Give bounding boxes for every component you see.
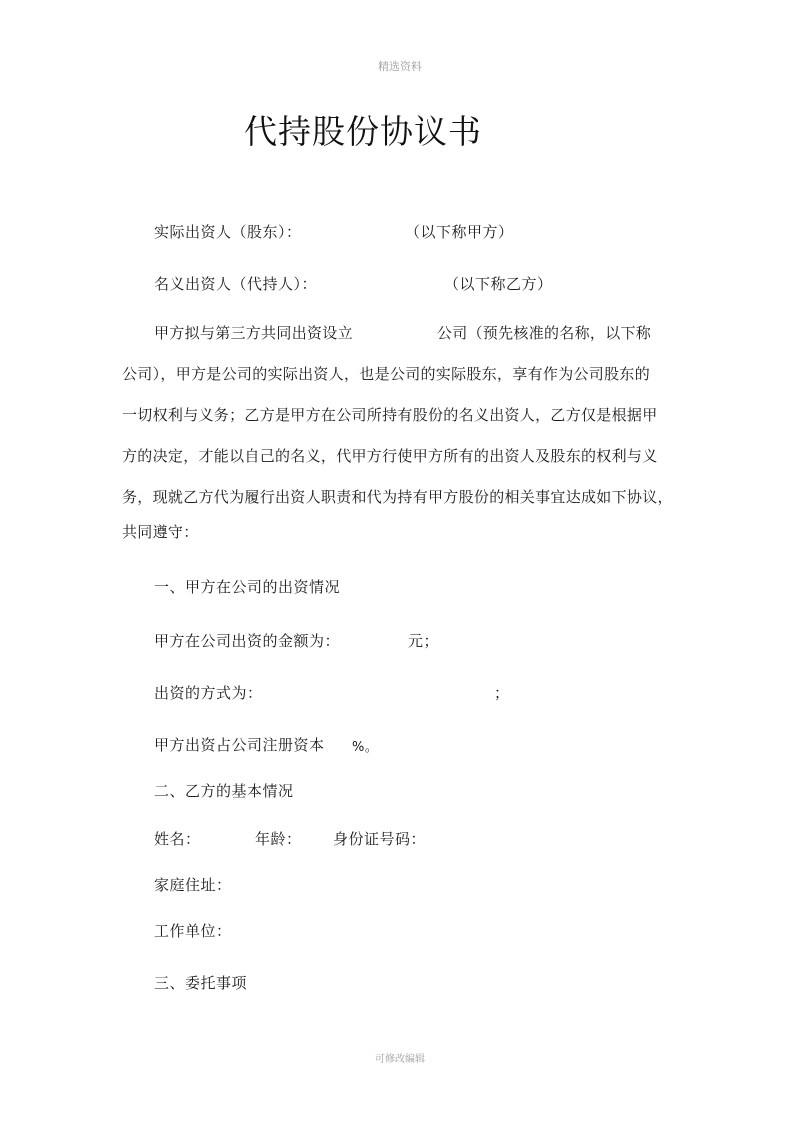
actual-investor-label: 实际出资人（股东）： [154,223,302,241]
ratio-suffix: %。 [352,740,379,755]
nominal-investor-suffix: （以下称乙方） [444,275,553,293]
intro-line-1-a: 甲方拟与第三方共同出资设立 [154,324,353,342]
age-label: 年龄： [255,830,302,848]
intro-line-6: 共同遵守： [122,523,199,541]
intro-line-1 [122,313,684,354]
intro-line-4: 方的决定，才能以自己的名义，代甲方行使甲方所有的出资人及股东的权利与义 [122,447,658,465]
employer-label: 工作单位： [154,922,232,940]
intro-line-1-b: 公司（预先核准的名称，以下称 [436,324,652,342]
address-label: 家庭住址： [154,876,232,894]
method-suffix: ； [494,684,510,702]
page-header: 精选资料 [378,60,422,73]
ratio-label: 甲方出资占公司注册资本 [154,736,325,754]
intro-paragraph [122,313,684,553]
actual-investor-suffix: （以下称甲方） [405,223,514,241]
amount-label: 甲方在公司出资的金额为： [154,632,341,650]
page-footer: 可修改编辑 [375,1054,425,1065]
section3-heading: 三、委托事项 [154,974,248,992]
intro-line-5: 务，现就乙方代为履行出资人职责和代为持有甲方股份的相关事宜达成如下协议， [122,488,673,506]
name-label: 姓名： [154,830,201,848]
nominal-investor-label: 名义出资人（代持人）： [154,275,318,293]
intro-line-2: 公司），甲方是公司的实际出资人，也是公司的实际股东，享有作为公司股东的 [122,365,651,383]
section1-heading: 一、甲方在公司的出资情况 [154,578,341,596]
id-number-label: 身份证号码： [333,830,427,848]
method-label: 出资的方式为： [154,684,263,702]
amount-suffix: 元； [408,632,440,650]
intro-line-3: 一切权利与义务；乙方是甲方在公司所持有股份的名义出资人，乙方仅是根据甲 [122,406,658,424]
section2-heading: 二、乙方的基本情况 [154,782,294,800]
document-title: 代持股份协议书 [244,112,482,151]
